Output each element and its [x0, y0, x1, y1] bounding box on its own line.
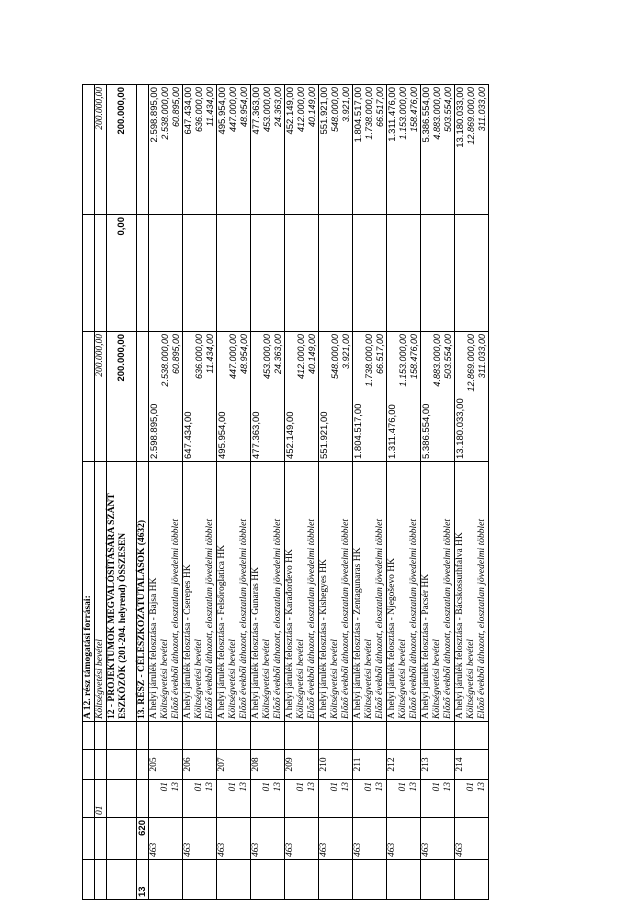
- source-code-2: 13: [205, 782, 215, 792]
- economic-class: 463: [319, 842, 329, 857]
- source-code-2: 13: [477, 782, 487, 792]
- row-label: A helyi járulék felosztása - Pacsér HK: [421, 573, 431, 719]
- source-label-2: Előző évekből áthozott, elosztatlan jövedelmi többlet: [205, 519, 215, 719]
- source-total-1: 412.000,00: [296, 87, 306, 133]
- source-value-2: 503.554,00: [443, 334, 453, 380]
- source-label-2: Előző évekből áthozott, elosztatlan jövedelmi többlet: [477, 519, 487, 719]
- table-row: [421, 85, 455, 900]
- source-label-2: Előző évekből áthozott, elosztatlan jövedelmi többlet: [171, 519, 181, 719]
- row-value: 551.921,00: [319, 411, 330, 459]
- summary-label-line2: ESZKÖZÖK (201-204. helyrend) ÖSSZESEN: [118, 532, 128, 719]
- source-total-2: 158.476,00: [409, 87, 419, 133]
- source-total-2: 24.363,00: [273, 87, 283, 128]
- economic-class: 463: [455, 842, 465, 857]
- source-code-1: 01: [330, 782, 340, 792]
- section-title-row: [83, 85, 95, 900]
- economic-class: 463: [183, 842, 193, 857]
- position-number: 214: [455, 750, 489, 780]
- source-code-2: 13: [443, 782, 453, 792]
- economic-class: 463: [149, 842, 159, 857]
- source-code-1: 01: [398, 782, 408, 792]
- source-label-1: Költségvetési bevétel: [228, 639, 238, 719]
- source-value-1: 453.000,00: [262, 334, 272, 380]
- source-value-2: 158.476,00: [409, 334, 419, 380]
- summary-total: 200.000,00: [107, 85, 137, 215]
- source-total-2: 3.921,00: [341, 87, 351, 123]
- source-code-2: 13: [239, 782, 249, 792]
- source-label-1: Költségvetési bevétel: [296, 639, 306, 719]
- source-value-1: 2.538.000,00: [160, 334, 170, 387]
- source-label-1: Költségvetési bevétel: [432, 639, 442, 719]
- part-code: 13: [137, 860, 149, 900]
- row-total: 5.386.554,00: [421, 87, 432, 143]
- source-label-1: Költségvetési bevétel: [364, 639, 374, 719]
- table-row: [251, 85, 285, 900]
- source-label: Költségvetési bevétel: [95, 462, 107, 722]
- position-number: 213: [421, 750, 455, 780]
- row-total: 551.921,00: [319, 87, 330, 135]
- source-total-1: 636.000,00: [194, 87, 204, 133]
- source-value-1: 1.153.000,00: [398, 334, 408, 387]
- row-label: A helyi járulék felosztása - Njegoševo HK: [387, 558, 397, 719]
- source-total-1: 4.883.000,00: [432, 87, 442, 140]
- source-value-2: 11.434,00: [205, 334, 215, 374]
- row-value: 13.180.033,00: [455, 398, 466, 459]
- part-function-code: 620: [137, 818, 149, 860]
- source-total-1: 548.000,00: [330, 87, 340, 133]
- section-source-row: [95, 85, 107, 900]
- table-row: [149, 85, 183, 900]
- row-label: A helyi járulék felosztása - Gunaras HK: [251, 567, 261, 719]
- source-code-1: 01: [296, 782, 306, 792]
- source-label-1: Költségvetési bevétel: [466, 639, 476, 719]
- source-value-1: 12.869.000,00: [466, 334, 476, 392]
- source-value-2: 311.033,00: [477, 334, 487, 379]
- position-number: 211: [353, 750, 387, 780]
- source-label-2: Előző évekből áthozott, elosztatlan jövedelmi többlet: [341, 519, 351, 719]
- source-value-2: 40.149,00: [307, 334, 317, 375]
- row-total: 13.180.033,00: [455, 87, 466, 148]
- source-value-2: 3.921,00: [341, 334, 351, 370]
- row-value: 1.311.476,00: [387, 404, 398, 459]
- source-code-2: 13: [273, 782, 283, 792]
- economic-class: 463: [285, 842, 295, 857]
- source-total-2: 48.954,00: [239, 87, 249, 128]
- source-code-2: 13: [171, 782, 181, 792]
- source-total-1: 2.538.000,00: [160, 87, 170, 140]
- table-row: [353, 85, 387, 900]
- source-label-1: Költségvetési bevétel: [194, 639, 204, 719]
- source-code-2: 13: [307, 782, 317, 792]
- position-number: 207: [217, 750, 251, 780]
- row-label: A helyi járulék felosztása - Karađorđevo HK: [285, 549, 295, 719]
- source-label-2: Előző évekből áthozott, elosztatlan jövedelmi többlet: [409, 519, 419, 719]
- source-value-2: 60.895,00: [171, 334, 181, 375]
- row-total: 452.149,00: [285, 87, 296, 135]
- source-code-1: 01: [160, 782, 170, 792]
- source-total-2: 60.895,00: [171, 87, 181, 128]
- source-code-1: 01: [466, 782, 476, 792]
- row-total: 2.598.895,00: [149, 87, 160, 143]
- row-total: 1.804.517,00: [353, 87, 364, 143]
- budget-table: [82, 84, 489, 900]
- source-value-1: 4.883.000,00: [432, 334, 442, 387]
- source-value-1: 636.000,00: [194, 334, 204, 380]
- summary-mid: 0,00: [107, 215, 137, 332]
- source-value: 200.000,00: [95, 332, 107, 462]
- source-value-1: 548.000,00: [330, 334, 340, 380]
- row-label: A helyi járulék felosztása - Bácskossuthfalva HK: [455, 532, 465, 719]
- source-code-2: 13: [409, 782, 419, 792]
- summary-value: 200.000,00: [107, 332, 137, 462]
- source-total-2: 11.434,00: [205, 87, 215, 127]
- position-number: 212: [387, 750, 421, 780]
- row-value: 495.954,00: [217, 411, 228, 459]
- source-total-2: 66.517,00: [375, 87, 385, 128]
- table-row: [217, 85, 251, 900]
- source-code: 01: [95, 780, 107, 818]
- source-label-2: Előző évekből áthozott, elosztatlan jövedelmi többlet: [375, 519, 385, 719]
- economic-class: 463: [421, 842, 431, 857]
- source-label-1: Költségvetési bevétel: [262, 639, 272, 719]
- source-label-2: Előző évekből áthozott, elosztatlan jövedelmi többlet: [307, 519, 317, 719]
- source-value-1: 447.000,00: [228, 334, 238, 380]
- source-total-1: 1.738.000,00: [364, 87, 374, 140]
- summary-label-line1: 12 - PROJEKTUMOK MEGVALÓSÍTÁSÁRA SZÁNT: [107, 493, 117, 719]
- source-code-1: 01: [228, 782, 238, 792]
- source-total-1: 447.000,00: [228, 87, 238, 133]
- row-total: 1.311.476,00: [387, 87, 398, 142]
- summary-row: [107, 85, 137, 900]
- economic-class: 463: [217, 842, 227, 857]
- position-number: 209: [285, 750, 319, 780]
- source-code-2: 13: [341, 782, 351, 792]
- economic-class: 463: [353, 842, 363, 857]
- row-value: 477.363,00: [251, 411, 262, 459]
- source-total-1: 12.869.000,00: [466, 87, 476, 145]
- source-label-1: Költségvetési bevétel: [398, 639, 408, 719]
- position-number: 210: [319, 750, 353, 780]
- source-total-2: 311.033,00: [477, 87, 487, 132]
- row-value: 647.434,00: [183, 411, 194, 459]
- source-value-1: 1.738.000,00: [364, 334, 374, 387]
- source-value-2: 66.517,00: [375, 334, 385, 375]
- page-sheet: [82, 85, 487, 900]
- table-row: [387, 85, 421, 900]
- row-label: A helyi járulék felosztása - Zentagunaras HK: [353, 547, 363, 719]
- row-label: A helyi járulék felosztása - Felsőroglatica HK: [217, 544, 227, 719]
- table-row: [285, 85, 319, 900]
- source-total-2: 503.554,00: [443, 87, 453, 133]
- source-code-1: 01: [194, 782, 204, 792]
- economic-class: 463: [251, 842, 261, 857]
- source-label-1: Költségvetési bevétel: [330, 639, 340, 719]
- row-label: A helyi járulék felosztása - Cserepes HK: [183, 564, 193, 719]
- source-value-2: 24.363,00: [273, 334, 283, 375]
- source-code-2: 13: [375, 782, 385, 792]
- source-value-1: 412.000,00: [296, 334, 306, 380]
- source-total-1: 453.000,00: [262, 87, 272, 133]
- source-code-1: 01: [364, 782, 374, 792]
- position-number: 208: [251, 750, 285, 780]
- part-title-row: [137, 85, 149, 900]
- source-label-2: Előző évekből áthozott, elosztatlan jövedelmi többlet: [239, 519, 249, 719]
- row-value: 5.386.554,00: [421, 403, 432, 459]
- source-label-2: Előző évekből áthozott, elosztatlan jövedelmi többlet: [273, 519, 283, 719]
- section-title: A 12. rész támogatási forrásai:: [83, 462, 95, 722]
- source-code-1: 01: [262, 782, 272, 792]
- part-title: 13. RÉSZ - CÉLESZKÖZÁTUTALÁSOK (4632): [137, 462, 149, 722]
- position-number: 206: [183, 750, 217, 780]
- table-row: [319, 85, 353, 900]
- source-total-1: 1.153.000,00: [398, 87, 408, 140]
- source-total-2: 40.149,00: [307, 87, 317, 128]
- row-label: A helyi járulék felosztása - Kishegyes HK: [319, 559, 329, 719]
- table-row: [183, 85, 217, 900]
- source-label-2: Előző évekből áthozott, elosztatlan jövedelmi többlet: [443, 519, 453, 719]
- source-label-1: Költségvetési bevétel: [160, 639, 170, 719]
- rotated-budget-table: [82, 85, 487, 900]
- table-row: [455, 85, 489, 900]
- row-total: 495.954,00: [217, 87, 228, 135]
- source-total: 200.000,00: [95, 85, 107, 215]
- source-code-1: 01: [432, 782, 442, 792]
- row-value: 1.804.517,00: [353, 403, 364, 459]
- row-value: 452.149,00: [285, 411, 296, 459]
- row-label: A helyi járulék felosztása - Bajsa HK: [149, 577, 159, 719]
- row-total: 647.434,00: [183, 87, 194, 135]
- economic-class: 463: [387, 842, 397, 857]
- position-number: 205: [149, 750, 183, 780]
- source-value-2: 48.954,00: [239, 334, 249, 375]
- row-value: 2.598.895,00: [149, 403, 160, 459]
- row-total: 477.363,00: [251, 87, 262, 135]
